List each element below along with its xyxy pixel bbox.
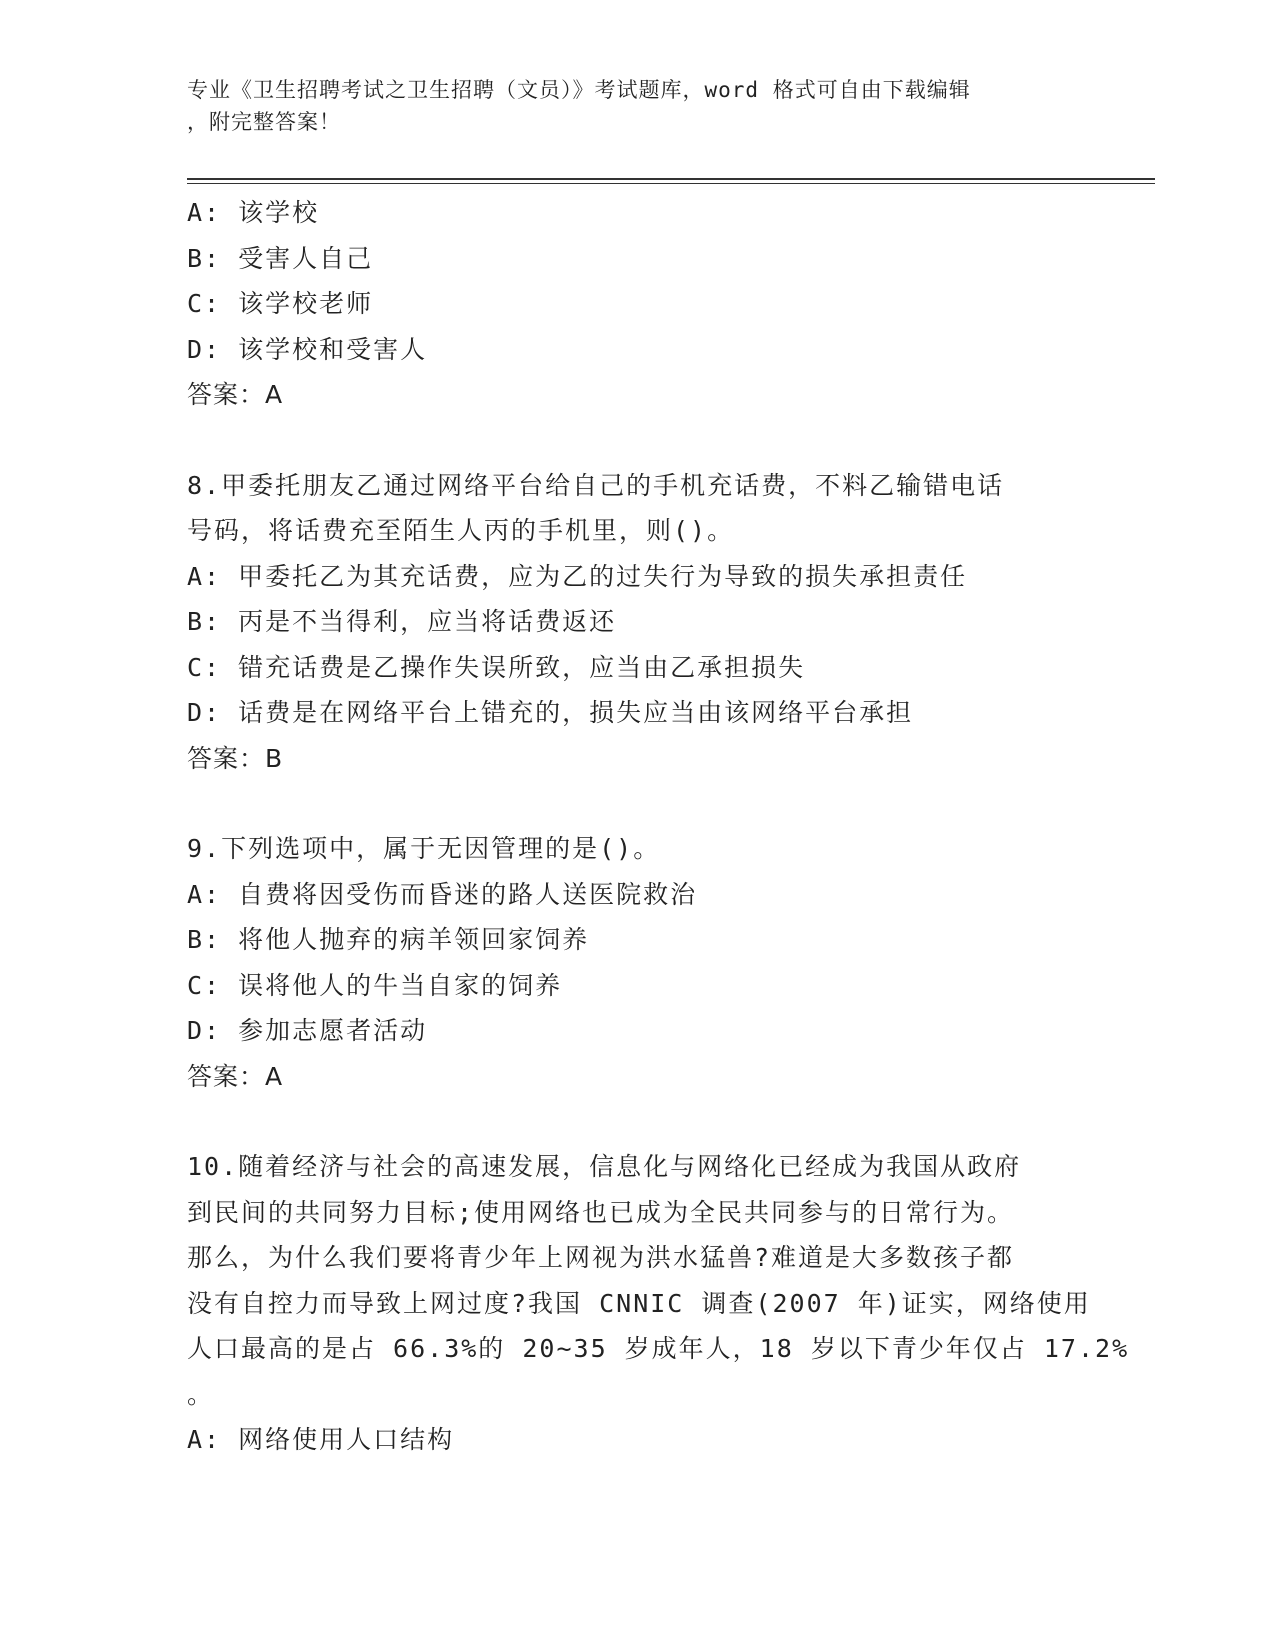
question-stem-line: 9.下列选项中，属于无因管理的是()。 bbox=[187, 834, 661, 863]
option-a: A: 甲委托乙为其充话费，应为乙的过失行为导致的损失承担责任 bbox=[187, 561, 968, 591]
question-list bbox=[187, 190, 1130, 1463]
option-c: C: 错充话费是乙操作失误所致，应当由乙承担损失 bbox=[187, 652, 806, 682]
option-b: B: 丙是不当得利，应当将话费返还 bbox=[187, 607, 617, 636]
option-a: A: 网络使用人口结构 bbox=[187, 1425, 455, 1454]
header-line-1: 专业《卫生招聘考试之卫生招聘（文员）》考试题库，word 格式可自由下载编辑 bbox=[187, 78, 971, 102]
header-divider-thin bbox=[187, 183, 1155, 184]
option-d: D: 话费是在网络平台上错充的，损失应当由该网络平台承担 bbox=[187, 698, 914, 727]
answer: 答案：A bbox=[187, 380, 284, 409]
spacer bbox=[187, 1099, 1087, 1144]
option-b: B: 受害人自己 bbox=[187, 243, 374, 273]
spacer bbox=[187, 781, 1087, 826]
question-stem-line: 8.甲委托朋友乙通过网络平台给自己的手机充话费，不料乙输错电话 bbox=[187, 470, 1005, 500]
option-a: A: 该学校 bbox=[187, 198, 320, 227]
question-10 bbox=[187, 1144, 1130, 1463]
header-divider-thick bbox=[187, 178, 1155, 180]
question-9 bbox=[187, 826, 1087, 1099]
option-c: C: 误将他人的牛当自家的饲养 bbox=[187, 970, 563, 1000]
question-stem-line: 人口最高的是占 66.3%的 20~35 岁成年人，18 岁以下青少年仅占 17.2% bbox=[187, 1334, 1130, 1363]
document-header bbox=[187, 74, 1087, 138]
option-b: B: 将他人抛弃的病羊领回家饲养 bbox=[187, 925, 590, 954]
question-stem-line: 那么，为什么我们要将青少年上网视为洪水猛兽?难道是大多数孩子都 bbox=[187, 1243, 1015, 1272]
question-stem-line: 10.随着经济与社会的高速发展，信息化与网络化已经成为我国从政府 bbox=[187, 1152, 1022, 1181]
option-d: D: 该学校和受害人 bbox=[187, 334, 428, 364]
question-8 bbox=[187, 463, 1087, 782]
question-stem-line: 没有自控力而导致上网过度?我国 CNNIC 调查(2007 年)证实，网络使用 bbox=[187, 1288, 1091, 1318]
answer: 答案：A bbox=[187, 1061, 284, 1091]
question-stem-line: 号码，将话费充至陌生人丙的手机里，则()。 bbox=[187, 516, 735, 545]
header-line-2: ，附完整答案！ bbox=[187, 110, 341, 134]
option-a: A: 自费将因受伤而昏迷的路人送医院救治 bbox=[187, 879, 698, 909]
question-7 bbox=[187, 190, 1087, 418]
option-d: D: 参加志愿者活动 bbox=[187, 1016, 428, 1045]
question-stem-line: 到民间的共同努力目标;使用网络也已成为全民共同参与的日常行为。 bbox=[187, 1197, 1015, 1227]
option-c: C: 该学校老师 bbox=[187, 289, 374, 318]
question-stem-line: 。 bbox=[187, 1379, 215, 1409]
answer: 答案：B bbox=[187, 743, 284, 773]
spacer bbox=[187, 418, 1087, 463]
